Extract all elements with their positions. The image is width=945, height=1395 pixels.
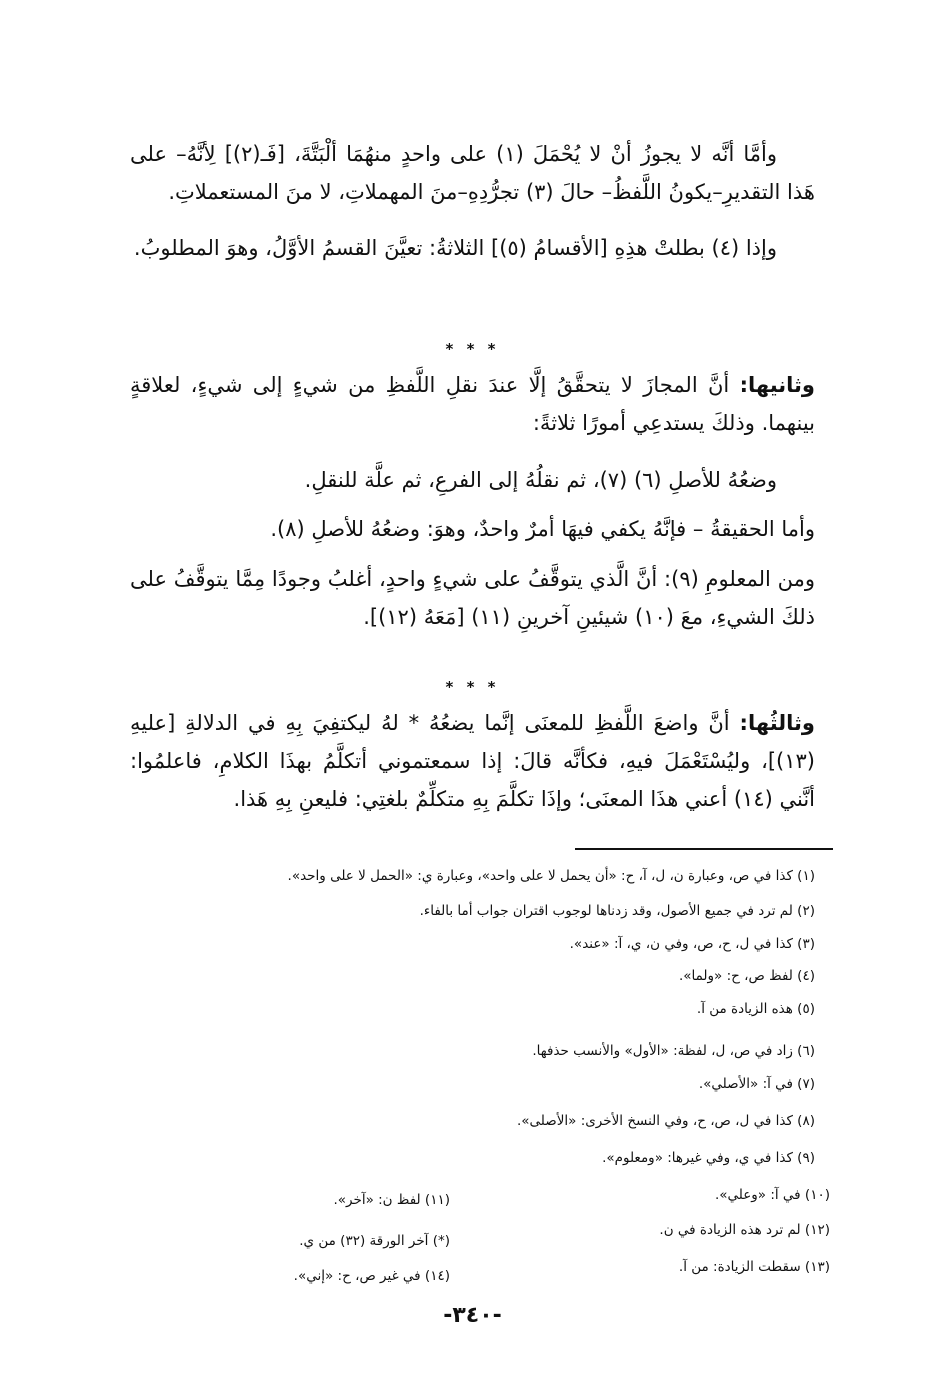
footnote-9: (٩) كذا في ي، وفي غيرها: «ومعلوم». (602, 1150, 815, 1166)
footnote-4: (٤) لفظ ص، ح: «ولما». (678, 968, 815, 984)
paragraph-6: ومن المعلومِ (٩): أنَّ الَّذي يتوقَّفُ على شيءٍ واحدٍ، أغلبُ وجودًا مِمَّا يتوقَّفُ على ذلكَ الشيءِ، معَ (١٠) شيئينِ آخرينِ (١١) [مَعَهُ (١٢)]. (130, 567, 816, 629)
paragraph-2: وإذا (٤) بطلتْ هذِهِ [الأقسامُ (٥)] الثلاثةُ: تعيَّنَ القسمُ الأوَّلُ، وهوَ المطلوبُ. (133, 236, 777, 260)
footnote-7: (٧) في آ: «الأصلي». (698, 1076, 815, 1092)
footnote-1: (١) كذا في ص، وعبارة ن، ل، آ، ح: «أن يحمل لا على واحد»، وعبارة ي: «الحمل لا على واحد». (287, 868, 815, 884)
footnote-8: (٨) كذا في ل، ص، ح، وفي النسخ الأخرى: «الأصلى». (516, 1113, 815, 1129)
footnote-star: (*) آخر الورقة (٣٢) من ي. (299, 1233, 450, 1249)
footnote-12: (١٢) لم ترد هذه الزيادة في ن. (659, 1222, 830, 1238)
section-heading-third: وثالثُها: (739, 711, 815, 735)
footnote-2: (٢) لم ترد في جميع الأصول، وقد زدناها لوجوب اقتران جواب أما بالفاء. (419, 903, 815, 919)
footnote-5: (٥) هذه الزيادة من آ. (696, 1001, 815, 1017)
footnote-divider (575, 848, 833, 850)
paragraph-3 (130, 366, 815, 442)
paragraph-7-text: أنَّ واضعَ اللَّفظِ للمعنَى إنَّما يضعُهُ * لهُ ليكتفِيَ بِهِ في الدلالةِ [عليهِ (١٣)]، وليُسْتَعْمَلَ فيهِ، فكأنَّه قالَ: إذا سمعتموني أتكلَّمُ بهذَا الكلامِ، فاعلمُوا: أنَّني (١٤) أعني هذَا المعنَى؛ وإذَا تكلَّمَ بِهِ متكلِّمٌ بلغتِي: فليعنِ بِهِ هَذا. (130, 711, 815, 811)
section-separator-1: * * * (445, 340, 500, 358)
footnote-6: (٦) زاد في ص، ل، لفظة: «الأول» والأنسب حذفها. (532, 1043, 815, 1059)
footnote-14: (١٤) في غير ص، ح: «إني». (293, 1268, 450, 1284)
footnote-10: (١٠) في آ: «وعلي». (714, 1187, 830, 1203)
paragraph-1: وأمَّا أنَّه لا يجوزُ أنْ لا يُحْمَلَ (١) على واحدٍ منهُمَا ألْبَتَّةَ، [فَـ(٢)] لِأنَّهُ– على هَذا التقديرِ–يكونُ اللَّفظُ– حالَ (٣) تجرُّدِهِ–منَ المهملاتِ، لا منَ المستعملاتِ. (130, 142, 815, 204)
section-heading-second: وثانيها: (739, 373, 815, 397)
paragraph-7 (130, 704, 815, 818)
paragraph-3-text: أنَّ المجازَ لا يتحقَّقُ إلَّا عندَ نقلِ اللَّفظِ من شيءٍ إلى شيءٍ، لعلاقةٍ بينهما. وذلكَ يستدعِي أمورًا ثلاثةً: (130, 373, 815, 435)
section-separator-2: * * * (445, 678, 500, 696)
paragraph-4: وضعُهُ للأصلِ (٦) (٧)، ثم نقلُهُ إلى الفرعِ، ثم علَّة للنقلِ. (304, 468, 777, 492)
paragraph-5: وأما الحقيقةُ – فإنَّهُ يكفي فيهَا أمرٌ واحدٌ، وهوَ: وضعُهُ للأصلِ (٨). (270, 517, 815, 541)
footnote-11: (١١) لفظ ن: «آخر». (333, 1192, 450, 1208)
footnote-13: (١٣) سقطت الزيادة: من آ. (678, 1259, 830, 1275)
footnote-3: (٣) كذا في ل، ح، ص، وفي ن، ي، آ: «عند». (569, 936, 815, 952)
page-number: -٣٤٠- (443, 1303, 502, 1328)
